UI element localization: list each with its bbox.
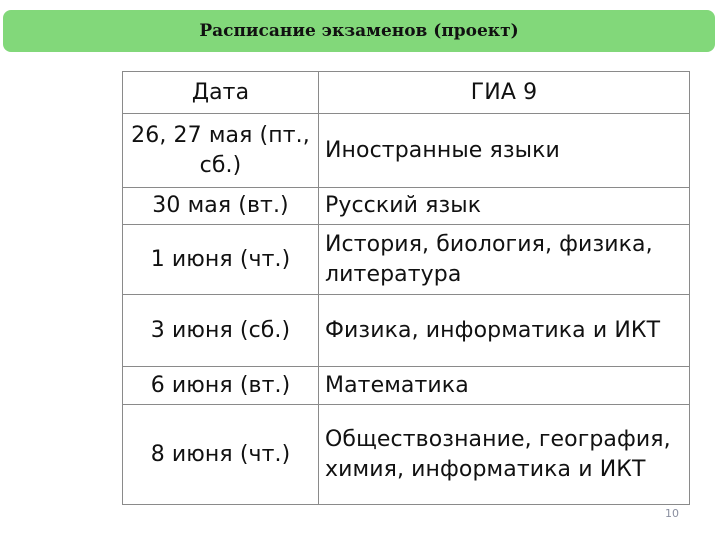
table-row — [123, 225, 690, 295]
header-date: Дата — [123, 72, 319, 114]
row-subject: Физика, информатика и ИКТ — [319, 295, 690, 367]
table-row — [123, 295, 690, 367]
row-subject: История, биология, физика, литература — [319, 225, 690, 295]
row-date: 3 июня (сб.) — [123, 295, 319, 367]
page-number: 10 — [665, 507, 679, 520]
page-title: Расписание экзаменов (проект) — [199, 21, 519, 41]
row-subject: Иностранные языки — [319, 114, 690, 188]
row-date: 26, 27 мая (пт., сб.) — [123, 114, 319, 188]
table-row — [123, 188, 690, 225]
row-date: 6 июня (вт.) — [123, 367, 319, 405]
table-row — [123, 405, 690, 505]
row-date: 30 мая (вт.) — [123, 188, 319, 225]
table-row — [123, 367, 690, 405]
header-gia9: ГИА 9 — [319, 72, 690, 114]
row-date: 1 июня (чт.) — [123, 225, 319, 295]
title-bar — [3, 10, 715, 52]
schedule-table — [122, 71, 690, 505]
table-header-row — [123, 72, 690, 114]
row-date: 8 июня (чт.) — [123, 405, 319, 505]
row-subject: Русский язык — [319, 188, 690, 225]
row-subject: Обществознание, география, химия, информатика и ИКТ — [319, 405, 690, 505]
table-row — [123, 114, 690, 188]
row-subject: Математика — [319, 367, 690, 405]
